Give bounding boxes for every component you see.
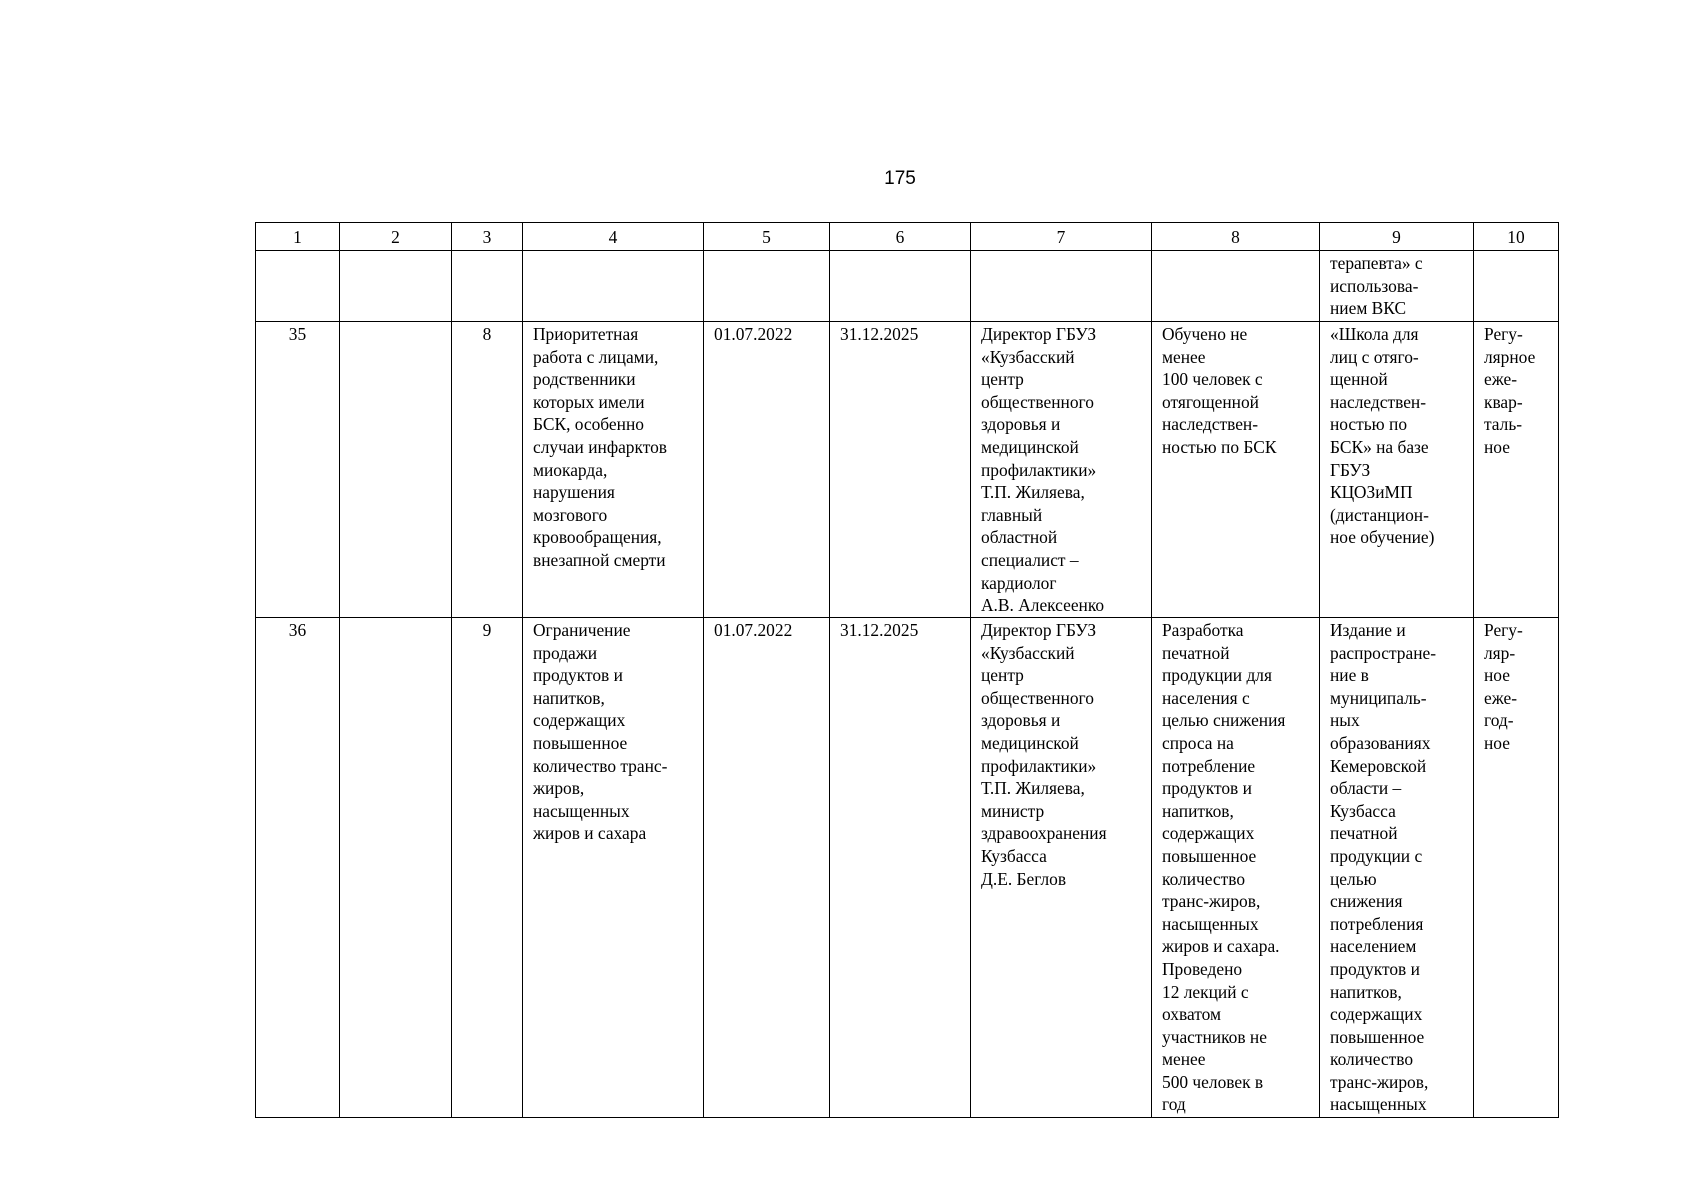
- row-number-cell: 36: [256, 618, 340, 1118]
- frequency-cell: Регу- лярное еже- квар- таль- ное: [1474, 322, 1559, 618]
- table-cell: [830, 251, 971, 322]
- item-number-cell: 9: [452, 618, 523, 1118]
- column-number-header: 9: [1320, 223, 1474, 251]
- frequency-cell: Регу- ляр- ное еже- год- ное: [1474, 618, 1559, 1118]
- activity-cell: Приоритетная работа с лицами, родственники которых имели БСК, особенно случаи инфарктов миокарда, нарушения мозгового кровообращения, внезапной смерти: [523, 322, 704, 618]
- continuation-row: [256, 251, 1559, 322]
- column-number-header: 8: [1152, 223, 1320, 251]
- column-number-header-row: [256, 223, 1559, 251]
- column-number-header: 4: [523, 223, 704, 251]
- table-cell: [256, 251, 340, 322]
- activity-cell: Ограничение продажи продуктов и напитков, содержащих повышенное количество транс- жиров, насыщенных жиров и сахара: [523, 618, 704, 1118]
- end-date-cell: 31.12.2025: [830, 618, 971, 1118]
- table-cell: [452, 251, 523, 322]
- result-cell: Разработка печатной продукции для населения с целью снижения спроса на потребление продуктов и напитков, содержащих повышенное количество транс-жиров, насыщенных жиров и сахара. Проведено 12 лекций с охватом участников не менее 500 человек в год: [1152, 618, 1320, 1118]
- end-date-cell: 31.12.2025: [830, 322, 971, 618]
- result-cell: Обучено не менее 100 человек с отягощенной наследствен- ностью по БСК: [1152, 322, 1320, 618]
- responsible-cell: Директор ГБУЗ «Кузбасский центр общественного здоровья и медицинской профилактики» Т.П. Жиляева, министр здравоохранения Кузбасса Д.Е. Беглов: [971, 618, 1152, 1118]
- table-cell: терапевта» с использова- нием ВКС: [1320, 251, 1474, 322]
- table-cell: [523, 251, 704, 322]
- table-cell: [1152, 251, 1320, 322]
- column-number-header: 6: [830, 223, 971, 251]
- column-number-header: 7: [971, 223, 1152, 251]
- column-number-header: 5: [704, 223, 830, 251]
- column-number-header: 10: [1474, 223, 1559, 251]
- table-cell: [704, 251, 830, 322]
- column-number-header: 3: [452, 223, 523, 251]
- table-cell: [1474, 251, 1559, 322]
- description-cell: «Школа для лиц с отяго- щенной наследствен- ностью по БСК» на базе ГБУЗ КЦОЗиМП (дистанцион- ное обучение): [1320, 322, 1474, 618]
- table-cell: [340, 322, 452, 618]
- responsible-cell: Директор ГБУЗ «Кузбасский центр общественного здоровья и медицинской профилактики» Т.П. Жиляева, главный областной специалист – кардиолог А.В. Алексеенко: [971, 322, 1152, 618]
- row-number-cell: 35: [256, 322, 340, 618]
- description-cell: Издание и распростране- ние в муниципаль- ных образованиях Кемеровской области – Кузбасса печатной продукции с целью снижения потребления населением продуктов и напитков, содержащих повышенное количество транс-жиров, насыщенных: [1320, 618, 1474, 1118]
- table-cell: [340, 618, 452, 1118]
- table-row: [256, 618, 1559, 1118]
- column-number-header: 1: [256, 223, 340, 251]
- plan-table: [255, 222, 1559, 1118]
- table-row: [256, 322, 1559, 618]
- item-number-cell: 8: [452, 322, 523, 618]
- table-cell: [971, 251, 1152, 322]
- page-number: 175: [884, 168, 916, 189]
- start-date-cell: 01.07.2022: [704, 618, 830, 1118]
- start-date-cell: 01.07.2022: [704, 322, 830, 618]
- column-number-header: 2: [340, 223, 452, 251]
- table-cell: [340, 251, 452, 322]
